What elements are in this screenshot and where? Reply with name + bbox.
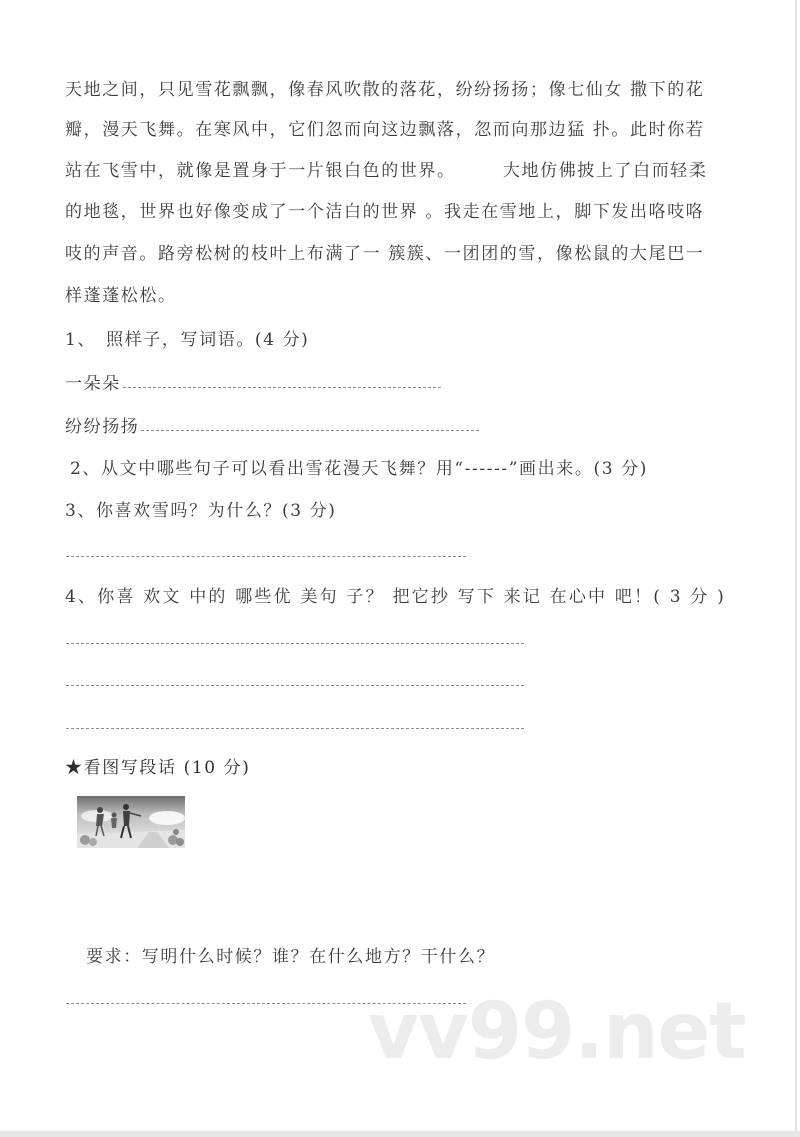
q4-answer-line-2[interactable] (66, 685, 524, 686)
q1-answer-line-2[interactable] (141, 430, 479, 431)
q4-answer-line-3[interactable] (66, 728, 524, 729)
children-playing-illustration (77, 796, 185, 848)
q1-example-2 (65, 416, 479, 438)
q3-answer-line[interactable] (66, 556, 466, 557)
passage-line: 样蓬蓬松松。 (65, 286, 177, 306)
question-1: 1、 照样子，写词语。(4 分) (65, 330, 310, 350)
passage-line: 站在飞雪中，就像是置身于一片银白色的世界。 大地仿佛披上了白而轻柔 (65, 161, 708, 181)
writing-requirement: 要求：写明什么时候？谁？在什么地方？干什么？ (86, 947, 496, 967)
page-bottom-edge (0, 1131, 800, 1137)
q1-example-1 (65, 373, 441, 395)
passage-line: 瓣，漫天飞舞。在寒风中，它们忽而向这边飘落，忽而向那边猛 扑。此时你若 (65, 120, 705, 140)
passage-line: 天地之间，只见雪花飘飘，像春风吹散的落花，纷纷扬扬；像七仙女 撒下的花 (65, 80, 705, 100)
q1-example-word: 纷纷扬扬 (65, 417, 140, 437)
writing-task-picture (77, 796, 185, 848)
q4-answer-line-1[interactable] (66, 643, 524, 644)
question-3: 3、你喜欢雪吗？为什么？(3 分) (65, 501, 337, 521)
question-2: 2、从文中哪些句子可以看出雪花漫天飞舞？用“------”画出来。(3 分) (70, 459, 648, 479)
q1-answer-line-1[interactable] (123, 387, 441, 388)
passage-line: 吱的声音。路旁松树的枝叶上布满了一 簇簇、一团团的雪，像松鼠的大尾巴一 (65, 244, 705, 264)
q1-example-word: 一朵朵 (65, 374, 121, 394)
question-4: 4、你喜 欢文 中的 哪些优 美句 子？ 把它抄 写下 来记 在心中 吧！( 3 分 ) (65, 587, 726, 607)
writing-task-title: ★看图写段话 (10 分) (65, 758, 251, 778)
watermark: vv99.net (368, 987, 746, 1077)
passage-line: 的地毯，世界也好像变成了一个洁白的世界 。我走在雪地上，脚下发出咯吱咯 (65, 202, 705, 222)
page-right-edge (795, 0, 797, 1132)
